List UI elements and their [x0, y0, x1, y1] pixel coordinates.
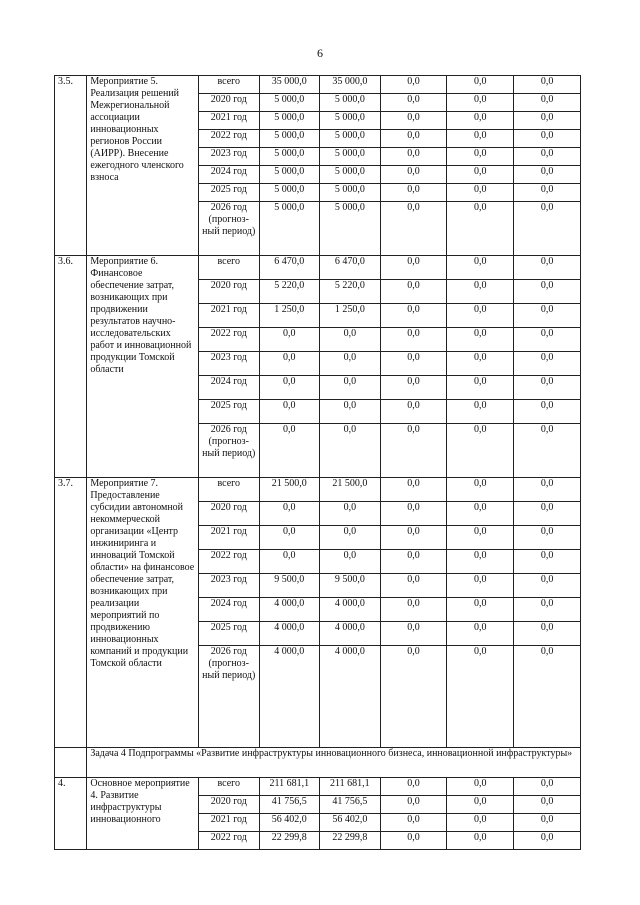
value-cell: 0,0 [447, 400, 514, 424]
value-cell: 0,0 [447, 184, 514, 202]
budget-value: 5 220,0 [320, 280, 381, 304]
value-cell: 0,0 [447, 166, 514, 184]
value-cell: 0,0 [447, 622, 514, 646]
budget-value: 0,0 [320, 376, 381, 400]
period-cell: 2023 год [199, 352, 260, 376]
period-cell: 2026 год (прогноз-ный период) [199, 646, 260, 748]
total-value: 0,0 [259, 502, 320, 526]
total-value: 22 299,8 [259, 832, 320, 850]
budget-value: 6 470,0 [320, 256, 381, 280]
value-cell: 0,0 [514, 256, 581, 280]
value-cell: 0,0 [447, 646, 514, 748]
value-cell: 0,0 [380, 598, 447, 622]
value-cell: 0,0 [380, 424, 447, 478]
value-cell: 0,0 [514, 646, 581, 748]
budget-value: 5 000,0 [320, 94, 381, 112]
value-cell: 0,0 [380, 328, 447, 352]
value-cell: 0,0 [380, 832, 447, 850]
value-cell: 0,0 [514, 502, 581, 526]
value-cell: 0,0 [380, 646, 447, 748]
value-cell: 0,0 [514, 424, 581, 478]
value-cell: 0,0 [380, 148, 447, 166]
value-cell: 0,0 [514, 328, 581, 352]
budget-value: 41 756,5 [320, 796, 381, 814]
period-cell: 2025 год [199, 184, 260, 202]
table-row [55, 76, 581, 94]
budget-value: 5 000,0 [320, 184, 381, 202]
total-value: 1 250,0 [259, 304, 320, 328]
value-cell: 0,0 [447, 112, 514, 130]
value-cell: 0,0 [447, 376, 514, 400]
budget-value: 5 000,0 [320, 112, 381, 130]
budget-value: 35 000,0 [320, 76, 381, 94]
budget-value: 0,0 [320, 424, 381, 478]
value-cell: 0,0 [447, 424, 514, 478]
value-cell: 0,0 [514, 112, 581, 130]
value-cell: 0,0 [514, 778, 581, 796]
value-cell: 0,0 [380, 130, 447, 148]
period-cell: 2021 год [199, 304, 260, 328]
value-cell: 0,0 [447, 574, 514, 598]
period-cell: 2021 год [199, 814, 260, 832]
budget-value: 0,0 [320, 400, 381, 424]
total-value: 35 000,0 [259, 76, 320, 94]
value-cell: 0,0 [514, 202, 581, 256]
value-cell: 0,0 [514, 94, 581, 112]
value-cell: 0,0 [447, 832, 514, 850]
total-value: 211 681,1 [259, 778, 320, 796]
total-value: 5 000,0 [259, 94, 320, 112]
value-cell: 0,0 [380, 376, 447, 400]
total-value: 0,0 [259, 376, 320, 400]
total-value: 56 402,0 [259, 814, 320, 832]
period-cell: 2024 год [199, 376, 260, 400]
total-value: 0,0 [259, 424, 320, 478]
total-value: 6 470,0 [259, 256, 320, 280]
period-cell: всего [199, 76, 260, 94]
budget-value: 1 250,0 [320, 304, 381, 328]
value-cell: 0,0 [514, 400, 581, 424]
period-cell: 2020 год [199, 796, 260, 814]
budget-value: 0,0 [320, 502, 381, 526]
value-cell: 0,0 [514, 130, 581, 148]
value-cell: 0,0 [380, 478, 447, 502]
value-cell: 0,0 [514, 478, 581, 502]
period-cell: 2026 год (прогноз-ный период) [199, 424, 260, 478]
budget-value: 211 681,1 [320, 778, 381, 796]
value-cell: 0,0 [380, 280, 447, 304]
value-cell: 0,0 [380, 622, 447, 646]
value-cell: 0,0 [447, 526, 514, 550]
budget-value: 9 500,0 [320, 574, 381, 598]
period-cell: 2026 год (прогноз-ный период) [199, 202, 260, 256]
value-cell: 0,0 [514, 166, 581, 184]
total-value: 5 000,0 [259, 148, 320, 166]
value-cell: 0,0 [447, 76, 514, 94]
period-cell: 2023 год [199, 148, 260, 166]
budget-value: 4 000,0 [320, 646, 381, 748]
value-cell: 0,0 [514, 796, 581, 814]
total-value: 41 756,5 [259, 796, 320, 814]
budget-value: 22 299,8 [320, 832, 381, 850]
budget-value: 0,0 [320, 526, 381, 550]
activity-name: Мероприятие 7. Предоставление субсидии автономной некоммерческой организации «Центр инжиниринга и инноваций Томской области» на финансовое обеспечение затрат, возникающих при реализации мероприятий по продвижению инновационных компаний и продукции Томской области [87, 478, 199, 748]
activity-name: Мероприятие 6. Финансовое обеспечение затрат, возникающих при продвижении результатов научно-исследовательских работ и инновационной продукции Томской области [87, 256, 199, 478]
budget-value: 5 000,0 [320, 130, 381, 148]
budget-value: 5 000,0 [320, 148, 381, 166]
value-cell: 0,0 [514, 598, 581, 622]
value-cell: 0,0 [380, 166, 447, 184]
row-number: 3.7. [55, 478, 87, 748]
row-number: 3.5. [55, 76, 87, 256]
value-cell: 0,0 [380, 778, 447, 796]
task-row-text: Задача 4 Подпрограммы «Развитие инфраструктуры инновационного бизнеса, инновационной инфраструктуры» [87, 748, 581, 778]
budget-value: 5 000,0 [320, 166, 381, 184]
value-cell: 0,0 [447, 502, 514, 526]
value-cell: 0,0 [514, 574, 581, 598]
value-cell: 0,0 [447, 814, 514, 832]
period-cell: 2024 год [199, 598, 260, 622]
value-cell: 0,0 [380, 574, 447, 598]
value-cell: 0,0 [380, 352, 447, 376]
period-cell: 2023 год [199, 574, 260, 598]
value-cell: 0,0 [380, 796, 447, 814]
value-cell: 0,0 [380, 400, 447, 424]
total-value: 4 000,0 [259, 622, 320, 646]
period-cell: 2021 год [199, 526, 260, 550]
budget-value: 0,0 [320, 550, 381, 574]
period-cell: 2025 год [199, 622, 260, 646]
period-cell: 2022 год [199, 130, 260, 148]
value-cell: 0,0 [447, 550, 514, 574]
budget-value: 4 000,0 [320, 598, 381, 622]
value-cell: 0,0 [514, 148, 581, 166]
value-cell: 0,0 [380, 202, 447, 256]
period-cell: 2021 год [199, 112, 260, 130]
value-cell: 0,0 [514, 622, 581, 646]
budget-value: 21 500,0 [320, 478, 381, 502]
value-cell: 0,0 [380, 256, 447, 280]
table-row [55, 478, 581, 502]
period-cell: 2020 год [199, 94, 260, 112]
value-cell: 0,0 [447, 778, 514, 796]
value-cell: 0,0 [447, 796, 514, 814]
total-value: 4 000,0 [259, 646, 320, 748]
value-cell: 0,0 [380, 526, 447, 550]
value-cell: 0,0 [447, 352, 514, 376]
value-cell: 0,0 [447, 148, 514, 166]
total-value: 5 000,0 [259, 130, 320, 148]
value-cell: 0,0 [447, 304, 514, 328]
budget-value: 0,0 [320, 352, 381, 376]
value-cell: 0,0 [447, 478, 514, 502]
value-cell: 0,0 [514, 76, 581, 94]
total-value: 0,0 [259, 352, 320, 376]
total-value: 5 000,0 [259, 112, 320, 130]
value-cell: 0,0 [380, 112, 447, 130]
period-cell: всего [199, 478, 260, 502]
value-cell: 0,0 [380, 76, 447, 94]
period-cell: 2020 год [199, 502, 260, 526]
period-cell: всего [199, 256, 260, 280]
value-cell: 0,0 [514, 526, 581, 550]
value-cell: 0,0 [447, 256, 514, 280]
value-cell: 0,0 [380, 304, 447, 328]
value-cell: 0,0 [380, 94, 447, 112]
value-cell: 0,0 [514, 304, 581, 328]
period-cell: 2022 год [199, 550, 260, 574]
period-cell: 2020 год [199, 280, 260, 304]
page-number: 6 [317, 46, 323, 60]
activity-name: Мероприятие 5. Реализация решений Межрегиональной ассоциации инновационных регионов России (АИРР). Внесение ежегодного членского взноса [87, 76, 199, 256]
row-number: 4. [55, 778, 87, 850]
value-cell: 0,0 [514, 376, 581, 400]
value-cell: 0,0 [514, 352, 581, 376]
value-cell: 0,0 [514, 814, 581, 832]
budget-value: 5 000,0 [320, 202, 381, 256]
value-cell: 0,0 [514, 832, 581, 850]
task-row [55, 748, 581, 778]
budget-value: 0,0 [320, 328, 381, 352]
period-cell: 2022 год [199, 832, 260, 850]
total-value: 9 500,0 [259, 574, 320, 598]
value-cell: 0,0 [447, 328, 514, 352]
task-row-blank [55, 748, 87, 778]
total-value: 5 220,0 [259, 280, 320, 304]
period-cell: 2024 год [199, 166, 260, 184]
total-value: 5 000,0 [259, 202, 320, 256]
table-row [55, 778, 581, 796]
period-cell: 2025 год [199, 400, 260, 424]
total-value: 21 500,0 [259, 478, 320, 502]
value-cell: 0,0 [447, 280, 514, 304]
total-value: 0,0 [259, 550, 320, 574]
budget-value: 4 000,0 [320, 622, 381, 646]
total-value: 4 000,0 [259, 598, 320, 622]
value-cell: 0,0 [514, 550, 581, 574]
total-value: 5 000,0 [259, 184, 320, 202]
value-cell: 0,0 [447, 598, 514, 622]
period-cell: 2022 год [199, 328, 260, 352]
value-cell: 0,0 [514, 280, 581, 304]
value-cell: 0,0 [380, 550, 447, 574]
value-cell: 0,0 [447, 130, 514, 148]
value-cell: 0,0 [447, 94, 514, 112]
value-cell: 0,0 [380, 502, 447, 526]
table-row [55, 256, 581, 280]
total-value: 0,0 [259, 328, 320, 352]
period-cell: всего [199, 778, 260, 796]
total-value: 5 000,0 [259, 166, 320, 184]
budget-table [54, 75, 581, 850]
total-value: 0,0 [259, 400, 320, 424]
budget-value: 56 402,0 [320, 814, 381, 832]
activity-name: Основное мероприятие 4. Развитие инфраструктуры инновационного [87, 778, 199, 850]
value-cell: 0,0 [380, 814, 447, 832]
value-cell: 0,0 [514, 184, 581, 202]
row-number: 3.6. [55, 256, 87, 478]
total-value: 0,0 [259, 526, 320, 550]
value-cell: 0,0 [447, 202, 514, 256]
value-cell: 0,0 [380, 184, 447, 202]
